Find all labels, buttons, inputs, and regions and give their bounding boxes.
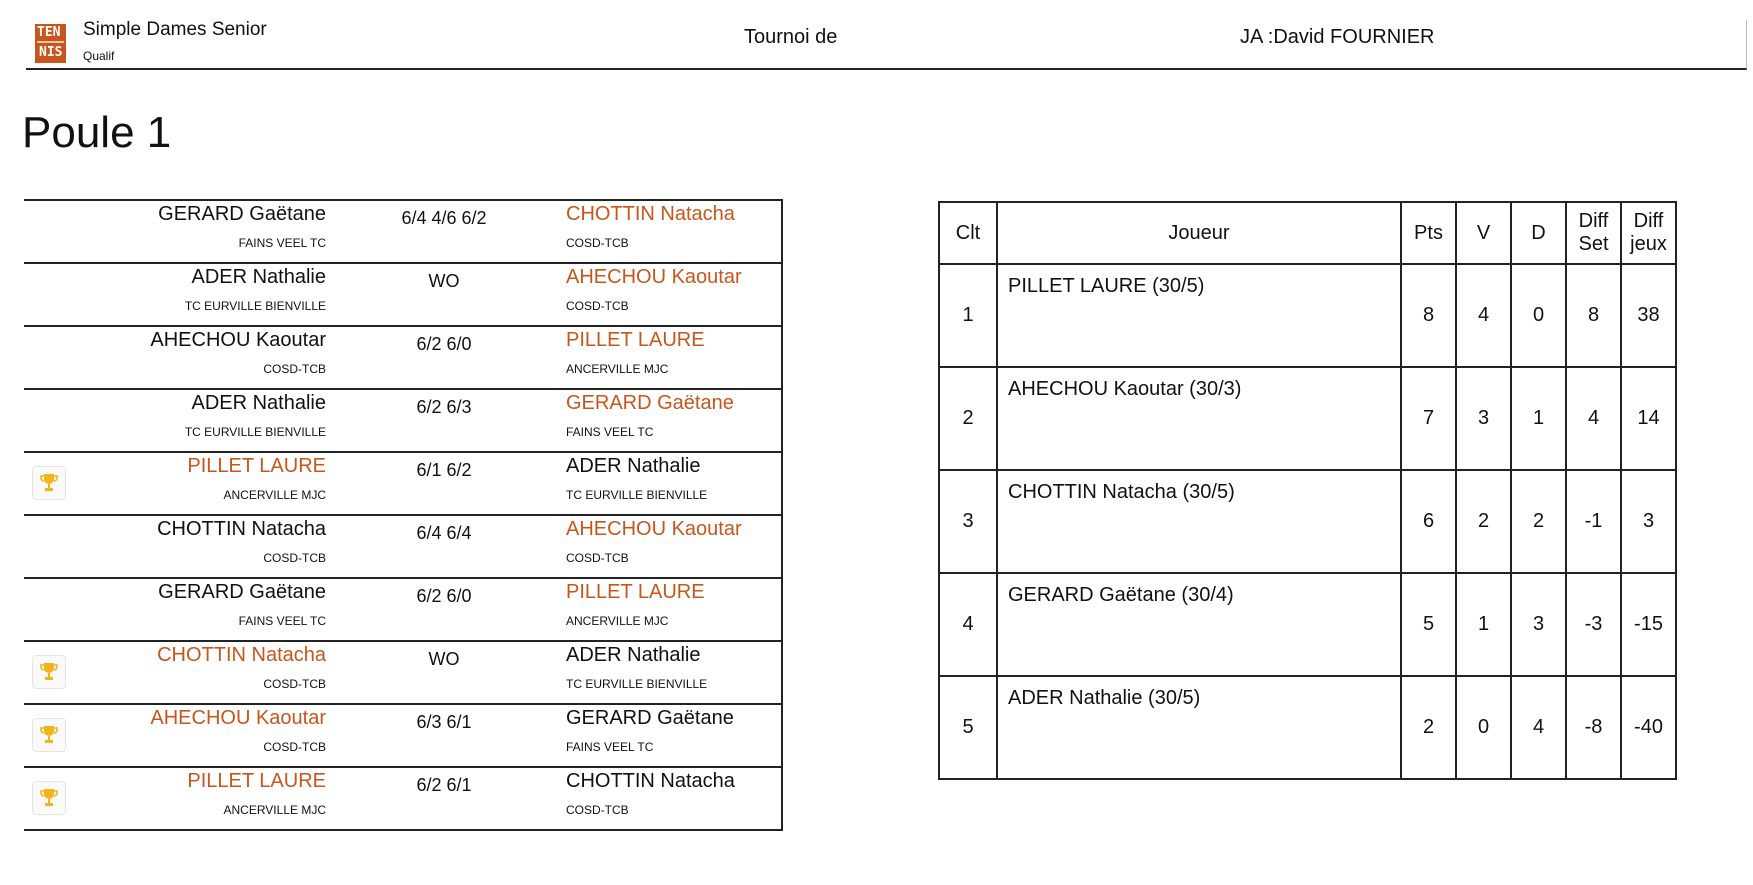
wins-cell: 4: [1456, 264, 1511, 367]
wins-cell: 2: [1456, 470, 1511, 573]
left-player-name: ADER Nathalie: [191, 392, 326, 414]
logo-divider: [37, 41, 64, 43]
right-player-club: COSD-TCB: [566, 803, 629, 817]
match-score: 6/4 6/4: [416, 523, 472, 543]
match-row: [24, 579, 781, 642]
right-player-name: AHECHOU Kaoutar: [566, 266, 742, 288]
right-player-name: GERARD Gaëtane: [566, 392, 734, 414]
player-cell: GERARD Gaëtane (30/4): [997, 573, 1401, 676]
right-player-club: FAINS VEEL TC: [566, 740, 654, 754]
event-title: Simple Dames Senior: [83, 19, 267, 40]
right-player-name: PILLET LAURE: [566, 581, 705, 603]
right-player-club: COSD-TCB: [566, 551, 629, 565]
standings-row: [939, 264, 1676, 367]
left-player-club: ANCERVILLE MJC: [223, 488, 326, 502]
points-cell: 5: [1401, 573, 1456, 676]
match-score: WO: [428, 271, 460, 291]
standings-table: [938, 201, 1677, 780]
standings-row: [939, 470, 1676, 573]
left-player-name: PILLET LAURE: [187, 770, 326, 792]
match-score: 6/2 6/3: [416, 397, 472, 417]
right-player-name: GERARD Gaëtane: [566, 707, 734, 729]
standings-row: [939, 676, 1676, 779]
header-diff-jeux-line1: Diff: [1633, 210, 1664, 232]
match-row: [24, 264, 781, 327]
standings-header-row: [939, 202, 1676, 264]
wins-cell: 0: [1456, 676, 1511, 779]
trophy-icon: [32, 781, 66, 815]
right-player-club: COSD-TCB: [566, 299, 629, 313]
match-row: [24, 768, 781, 831]
rank-cell: 1: [939, 264, 997, 367]
losses-cell: 3: [1511, 573, 1566, 676]
left-player-club: COSD-TCB: [263, 551, 326, 565]
right-player-club: ANCERVILLE MJC: [566, 614, 669, 628]
header-d: D: [1511, 202, 1566, 264]
points-cell: 2: [1401, 676, 1456, 779]
standings-row: [939, 573, 1676, 676]
rank-cell: 3: [939, 470, 997, 573]
left-player-name: AHECHOU Kaoutar: [150, 707, 326, 729]
rank-cell: 5: [939, 676, 997, 779]
header-diff-set: [1566, 202, 1621, 264]
wins-cell: 1: [1456, 573, 1511, 676]
left-player-name: GERARD Gaëtane: [158, 581, 326, 603]
losses-cell: 4: [1511, 676, 1566, 779]
left-player-name: AHECHOU Kaoutar: [150, 329, 326, 351]
referee-label: JA :David FOURNIER: [1240, 26, 1435, 48]
left-player-name: GERARD Gaëtane: [158, 203, 326, 225]
diff-set-cell: -3: [1566, 573, 1621, 676]
left-player-name: PILLET LAURE: [187, 455, 326, 477]
header-clt: Clt: [939, 202, 997, 264]
diff-games-cell: 38: [1621, 264, 1676, 367]
left-player-club: FAINS VEEL TC: [238, 614, 326, 628]
left-player-club: COSD-TCB: [263, 677, 326, 691]
header-diff-set-line2: Set: [1578, 233, 1609, 255]
right-player-club: ANCERVILLE MJC: [566, 362, 669, 376]
standings-row: [939, 367, 1676, 470]
points-cell: 8: [1401, 264, 1456, 367]
header-diff-jeux: [1621, 202, 1676, 264]
right-player-club: COSD-TCB: [566, 236, 629, 250]
right-player-name: PILLET LAURE: [566, 329, 705, 351]
right-player-name: CHOTTIN Natacha: [566, 203, 735, 225]
trophy-icon: [32, 466, 66, 500]
rank-cell: 4: [939, 573, 997, 676]
match-row: [24, 390, 781, 453]
wins-cell: 3: [1456, 367, 1511, 470]
left-player-club: TC EURVILLE BIENVILLE: [184, 299, 326, 313]
right-player-club: TC EURVILLE BIENVILLE: [566, 488, 708, 502]
left-player-club: COSD-TCB: [263, 740, 326, 754]
diff-games-cell: 14: [1621, 367, 1676, 470]
page-header: [26, 20, 1747, 70]
player-cell: ADER Nathalie (30/5): [997, 676, 1401, 779]
left-player-name: CHOTTIN Natacha: [157, 518, 326, 540]
losses-cell: 2: [1511, 470, 1566, 573]
match-score: 6/2 6/1: [416, 775, 472, 795]
left-player-club: COSD-TCB: [263, 362, 326, 376]
match-score: 6/2 6/0: [416, 334, 472, 354]
match-row: [24, 201, 781, 264]
match-score: WO: [428, 649, 460, 669]
losses-cell: 0: [1511, 264, 1566, 367]
event-subtitle: Qualif: [83, 49, 115, 63]
points-cell: 7: [1401, 367, 1456, 470]
rank-cell: 2: [939, 367, 997, 470]
diff-games-cell: -40: [1621, 676, 1676, 779]
diff-set-cell: -8: [1566, 676, 1621, 779]
match-list: [24, 199, 783, 831]
match-row: [24, 453, 781, 516]
match-row: [24, 642, 781, 705]
left-player-name: ADER Nathalie: [191, 266, 326, 288]
tennis-logo: [35, 24, 66, 63]
header-v: V: [1456, 202, 1511, 264]
match-score: 6/2 6/0: [416, 586, 472, 606]
player-cell: PILLET LAURE (30/5): [997, 264, 1401, 367]
diff-set-cell: -1: [1566, 470, 1621, 573]
header-joueur: Joueur: [997, 202, 1401, 264]
diff-set-cell: 4: [1566, 367, 1621, 470]
player-cell: CHOTTIN Natacha (30/5): [997, 470, 1401, 573]
match-score: 6/4 4/6 6/2: [401, 208, 487, 228]
tournament-label: Tournoi de: [744, 26, 838, 48]
left-player-club: FAINS VEEL TC: [238, 236, 326, 250]
header-diff-jeux-line2: jeux: [1630, 233, 1667, 255]
header-pts: Pts: [1401, 202, 1456, 264]
trophy-icon: [32, 718, 66, 752]
match-score: 6/1 6/2: [416, 460, 472, 480]
right-player-name: AHECHOU Kaoutar: [566, 518, 742, 540]
right-player-club: TC EURVILLE BIENVILLE: [566, 677, 708, 691]
diff-games-cell: -15: [1621, 573, 1676, 676]
right-player-name: ADER Nathalie: [566, 455, 701, 477]
left-player-club: ANCERVILLE MJC: [223, 803, 326, 817]
diff-set-cell: 8: [1566, 264, 1621, 367]
left-player-name: CHOTTIN Natacha: [157, 644, 326, 666]
logo-text-top: TEN: [37, 25, 61, 40]
diff-games-cell: 3: [1621, 470, 1676, 573]
points-cell: 6: [1401, 470, 1456, 573]
right-player-name: ADER Nathalie: [566, 644, 701, 666]
logo-text-bottom: NIS: [39, 45, 63, 60]
losses-cell: 1: [1511, 367, 1566, 470]
match-score: 6/3 6/1: [416, 712, 472, 732]
player-cell: AHECHOU Kaoutar (30/3): [997, 367, 1401, 470]
left-player-club: TC EURVILLE BIENVILLE: [184, 425, 326, 439]
trophy-icon: [32, 655, 66, 689]
header-diff-set-line1: Diff: [1578, 210, 1609, 232]
match-row: [24, 327, 781, 390]
right-player-club: FAINS VEEL TC: [566, 425, 654, 439]
page-title: Poule 1: [22, 108, 172, 157]
match-row: [24, 516, 781, 579]
match-row: [24, 705, 781, 768]
right-player-name: CHOTTIN Natacha: [566, 770, 735, 792]
